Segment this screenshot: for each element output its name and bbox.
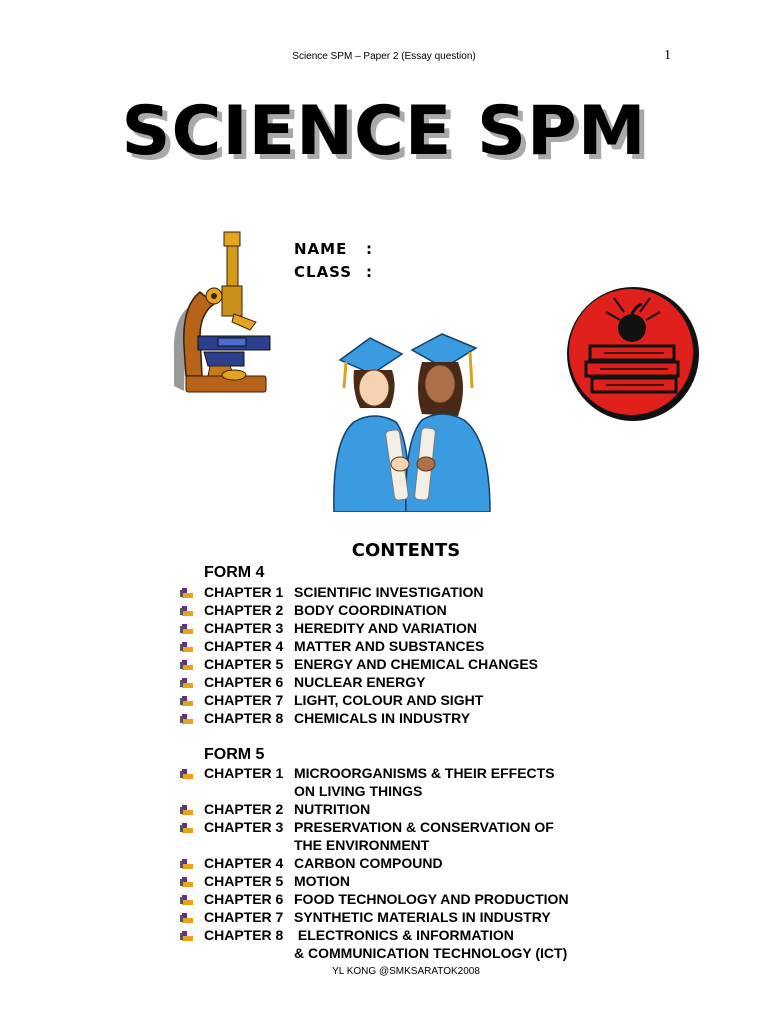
- name-label: NAME: [294, 240, 348, 258]
- chapter-number: CHAPTER 4: [204, 638, 284, 654]
- chapter-number: CHAPTER 3: [204, 819, 284, 835]
- form5-chapter-list: [180, 764, 569, 962]
- chapter-number: CHAPTER 5: [204, 873, 284, 889]
- chapter-title: MICROORGANISMS & THEIR EFFECTS: [294, 765, 555, 781]
- name-colon: :: [366, 240, 373, 258]
- chapter-item: [180, 890, 569, 908]
- chapter-item: [180, 800, 569, 818]
- hand-bullet-icon: [180, 894, 194, 906]
- hand-bullet-icon: [180, 605, 194, 617]
- class-field: [294, 263, 373, 281]
- chapter-title: ELECTRONICS & INFORMATION: [294, 927, 514, 943]
- chapter-item: [180, 673, 538, 691]
- hand-bullet-icon: [180, 641, 194, 653]
- chapter-title: PRESERVATION & CONSERVATION OF: [294, 819, 554, 835]
- chapter-number: CHAPTER 2: [204, 602, 284, 618]
- chapter-title: CARBON COMPOUND: [294, 855, 443, 871]
- chapter-number: CHAPTER 1: [204, 584, 284, 600]
- chapter-title-continued: ON LIVING THINGS: [294, 783, 423, 799]
- chapter-number: CHAPTER 6: [204, 674, 284, 690]
- chapter-number: CHAPTER 2: [204, 801, 284, 817]
- chapter-number: CHAPTER 6: [204, 891, 284, 907]
- chapter-title: HEREDITY AND VARIATION: [294, 620, 478, 636]
- chapter-title-continued: & COMMUNICATION TECHNOLOGY (ICT): [294, 945, 568, 961]
- chapter-title: SYNTHETIC MATERIALS IN INDUSTRY: [294, 909, 551, 925]
- chapter-title: SCIENTIFIC INVESTIGATION: [294, 584, 484, 600]
- hand-bullet-icon: [180, 713, 194, 725]
- chapter-item: [180, 655, 538, 673]
- hand-bullet-icon: [180, 876, 194, 888]
- chapter-item: [180, 619, 538, 637]
- contents-heading: CONTENTS: [351, 540, 461, 561]
- chapter-title: NUCLEAR ENERGY: [294, 674, 426, 690]
- chapter-item: [180, 908, 569, 926]
- hand-bullet-icon: [180, 930, 194, 942]
- chapter-number: CHAPTER 7: [204, 909, 284, 925]
- hand-bullet-icon: [180, 912, 194, 924]
- hand-bullet-icon: [180, 623, 194, 635]
- chapter-item: [180, 854, 569, 872]
- microscope-image: [164, 226, 276, 408]
- chapter-item: [180, 583, 538, 601]
- hand-bullet-icon: [180, 695, 194, 707]
- chapter-item: [180, 601, 538, 619]
- hand-bullet-icon: [180, 858, 194, 870]
- chapter-item: [180, 637, 538, 655]
- hand-bullet-icon: [180, 768, 194, 780]
- hand-bullet-icon: [180, 677, 194, 689]
- chapter-number: CHAPTER 8: [204, 710, 284, 726]
- chapter-title: FOOD TECHNOLOGY AND PRODUCTION: [294, 891, 569, 907]
- chapter-item: [180, 709, 538, 727]
- running-header: Science SPM – Paper 2 (Essay question): [292, 51, 476, 62]
- form4-heading: FORM 4: [204, 564, 265, 581]
- chapter-title: BODY COORDINATION: [294, 602, 447, 618]
- name-field: [294, 240, 373, 258]
- chapter-item: [180, 764, 569, 800]
- chapter-item: [180, 926, 569, 962]
- hand-bullet-icon: [180, 659, 194, 671]
- graduates-image: [330, 330, 496, 512]
- chapter-item: [180, 818, 569, 854]
- chapter-number: CHAPTER 4: [204, 855, 284, 871]
- class-label: CLASS: [294, 263, 353, 281]
- chapter-title: CHEMICALS IN INDUSTRY: [294, 710, 471, 726]
- chapter-title: MATTER AND SUBSTANCES: [294, 638, 485, 654]
- chapter-item: [180, 691, 538, 709]
- hand-bullet-icon: [180, 587, 194, 599]
- chapter-number: CHAPTER 5: [204, 656, 284, 672]
- chapter-title: NUTRITION: [294, 801, 371, 817]
- chapter-number: CHAPTER 3: [204, 620, 284, 636]
- chapter-title: ENERGY AND CHEMICAL CHANGES: [294, 656, 538, 672]
- document-title: SCIENCE SPM: [121, 92, 647, 171]
- form4-chapter-list: [180, 583, 538, 727]
- page-number: 1: [664, 48, 671, 63]
- chapter-title: MOTION: [294, 873, 350, 889]
- hand-bullet-icon: [180, 822, 194, 834]
- chapter-number: CHAPTER 1: [204, 765, 284, 781]
- chapter-item: [180, 872, 569, 890]
- books-apple-image: [564, 284, 702, 424]
- footer-credit: YL KONG @SMKSARATOK2008: [332, 966, 480, 977]
- chapter-number: CHAPTER 8: [204, 927, 284, 943]
- chapter-title: LIGHT, COLOUR AND SIGHT: [294, 692, 484, 708]
- hand-bullet-icon: [180, 804, 194, 816]
- class-colon: :: [366, 263, 373, 281]
- chapter-title-continued: THE ENVIRONMENT: [294, 837, 430, 853]
- chapter-number: CHAPTER 7: [204, 692, 284, 708]
- form5-heading: FORM 5: [204, 746, 265, 763]
